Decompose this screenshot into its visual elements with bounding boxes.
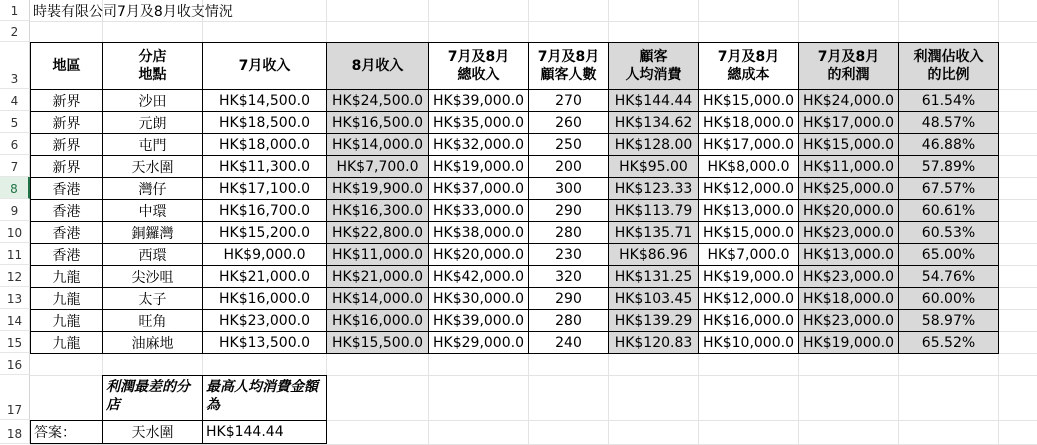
data-cell[interactable]: HK$16,500.0 [326, 111, 429, 134]
data-cell[interactable]: HK$86.96 [608, 243, 699, 266]
data-cell[interactable]: 新界 [30, 155, 103, 178]
data-cell[interactable]: 九龍 [30, 331, 103, 354]
answer-label[interactable]: 答案： [30, 420, 103, 444]
row-header[interactable]: 13 [0, 287, 30, 309]
row-header[interactable]: 12 [0, 265, 30, 287]
data-cell[interactable]: HK$16,700.0 [202, 199, 327, 222]
column-header-cell[interactable] [102, 42, 203, 90]
data-cell[interactable]: 48.57% [898, 111, 999, 134]
data-cell[interactable]: 290 [528, 199, 609, 222]
data-cell[interactable]: HK$16,300.0 [326, 199, 429, 222]
header-line: 地點 [138, 67, 167, 83]
data-cell[interactable]: HK$14,500.0 [202, 89, 327, 112]
data-cell[interactable]: HK$21,000.0 [202, 265, 327, 288]
data-cell[interactable]: HK$25,000.0 [798, 177, 899, 200]
data-cell[interactable]: HK$128.00 [608, 133, 699, 156]
data-cell[interactable]: 香港 [30, 243, 103, 266]
data-cell[interactable]: 300 [528, 177, 609, 200]
header-line: 的利潤 [827, 67, 870, 83]
header-line: 總收入 [457, 67, 500, 83]
row-header[interactable]: 4 [0, 89, 30, 111]
column-header-cell[interactable] [428, 42, 529, 90]
data-cell[interactable]: HK$29,000.0 [428, 331, 529, 354]
data-cell[interactable]: HK$11,000.0 [798, 155, 899, 178]
header-line: 顧客人數 [540, 67, 597, 83]
data-cell[interactable]: HK$12,000.0 [698, 287, 799, 310]
data-cell[interactable]: HK$21,000.0 [326, 265, 429, 288]
data-cell[interactable]: 54.76% [898, 265, 999, 288]
data-cell[interactable]: 九龍 [30, 309, 103, 332]
data-cell[interactable]: HK$13,500.0 [202, 331, 327, 354]
data-cell[interactable]: HK$23,000.0 [202, 309, 327, 332]
data-cell[interactable]: 230 [528, 243, 609, 266]
data-cell[interactable]: 九龍 [30, 287, 103, 310]
data-cell[interactable]: HK$18,000.0 [202, 133, 327, 156]
data-cell[interactable]: 46.88% [898, 133, 999, 156]
data-cell[interactable]: 太子 [102, 287, 203, 310]
data-cell[interactable]: HK$33,000.0 [428, 199, 529, 222]
data-cell[interactable]: 65.00% [898, 243, 999, 266]
data-cell[interactable]: 沙田 [102, 89, 203, 112]
data-cell[interactable]: 西環 [102, 243, 203, 266]
column-header-cell[interactable] [798, 42, 899, 90]
row-header[interactable]: 6 [0, 133, 30, 155]
data-cell[interactable]: 新界 [30, 133, 103, 156]
data-cell[interactable]: HK$15,500.0 [326, 331, 429, 354]
row-header[interactable]: 1 [0, 0, 30, 21]
row-header[interactable]: 8 [0, 177, 30, 199]
data-cell[interactable]: 240 [528, 331, 609, 354]
data-cell[interactable]: HK$113.79 [608, 199, 699, 222]
question-highest-spending[interactable]: 最高人均消費金額為 [202, 375, 327, 421]
data-cell[interactable]: 57.89% [898, 155, 999, 178]
data-cell[interactable]: HK$120.83 [608, 331, 699, 354]
data-cell[interactable]: HK$19,000.0 [798, 331, 899, 354]
data-cell[interactable]: 旺角 [102, 309, 203, 332]
row-header[interactable]: 11 [0, 243, 30, 265]
data-cell[interactable]: HK$9,000.0 [202, 243, 327, 266]
data-cell[interactable]: HK$134.62 [608, 111, 699, 134]
column-header-cell[interactable] [608, 42, 699, 90]
data-cell[interactable]: 灣仔 [102, 177, 203, 200]
header-line: 利潤佔收入 [913, 49, 984, 65]
data-cell[interactable]: HK$139.29 [608, 309, 699, 332]
header-line: 人均消費 [625, 67, 682, 83]
header-line: 總成本 [727, 67, 770, 83]
row-header[interactable]: 16 [0, 353, 30, 375]
data-cell[interactable]: HK$32,000.0 [428, 133, 529, 156]
data-cell[interactable]: 65.52% [898, 331, 999, 354]
data-cell[interactable]: 61.54% [898, 89, 999, 112]
data-cell[interactable]: HK$23,000.0 [798, 265, 899, 288]
header-line: 地區 [52, 58, 81, 74]
data-cell[interactable]: 中環 [102, 199, 203, 222]
row-header[interactable]: 5 [0, 111, 30, 133]
data-cell[interactable]: 260 [528, 111, 609, 134]
header-line: 7月及8月 [717, 49, 780, 65]
data-cell[interactable]: HK$14,000.0 [326, 133, 429, 156]
data-cell[interactable]: HK$19,000.0 [698, 265, 799, 288]
data-cell[interactable]: HK$14,000.0 [326, 287, 429, 310]
column-header-cell[interactable] [898, 42, 999, 90]
data-cell[interactable]: HK$18,500.0 [202, 111, 327, 134]
column-header-cell[interactable] [326, 42, 429, 90]
data-cell[interactable]: HK$30,000.0 [428, 287, 529, 310]
data-cell[interactable]: 60.61% [898, 199, 999, 222]
data-cell[interactable]: 60.53% [898, 221, 999, 244]
data-cell[interactable]: HK$17,000.0 [698, 133, 799, 156]
data-cell[interactable]: HK$13,000.0 [798, 243, 899, 266]
data-cell[interactable]: HK$7,000.0 [698, 243, 799, 266]
data-cell[interactable]: 67.57% [898, 177, 999, 200]
column-header-cell[interactable] [30, 42, 103, 90]
header-line: 7月及8月 [447, 49, 510, 65]
data-cell[interactable]: HK$42,000.0 [428, 265, 529, 288]
data-cell[interactable]: HK$23,000.0 [798, 221, 899, 244]
answer-worst-branch[interactable]: 天水圍 [102, 420, 203, 444]
answer-highest-spending[interactable]: HK$144.44 [202, 420, 327, 444]
column-header-cell[interactable] [528, 42, 609, 90]
data-cell[interactable]: 銅鑼灣 [102, 221, 203, 244]
data-cell[interactable]: 270 [528, 89, 609, 112]
data-cell[interactable]: HK$95.00 [608, 155, 699, 178]
question-worst-branch[interactable]: 利潤最差的分店 [102, 375, 203, 421]
data-cell[interactable]: HK$39,000.0 [428, 89, 529, 112]
row-header[interactable]: 17 [0, 375, 30, 420]
data-cell[interactable]: HK$15,200.0 [202, 221, 327, 244]
data-cell[interactable]: 280 [528, 309, 609, 332]
data-cell[interactable]: HK$16,000.0 [202, 287, 327, 310]
data-cell[interactable]: HK$17,000.0 [798, 111, 899, 134]
data-cell[interactable]: 屯門 [102, 133, 203, 156]
row-header[interactable]: 18 [0, 420, 30, 444]
data-cell[interactable]: HK$15,000.0 [698, 89, 799, 112]
data-cell[interactable]: HK$38,000.0 [428, 221, 529, 244]
data-cell[interactable]: HK$18,000.0 [698, 111, 799, 134]
row-header[interactable]: 3 [0, 42, 30, 89]
data-cell[interactable]: 油麻地 [102, 331, 203, 354]
data-cell[interactable]: 290 [528, 287, 609, 310]
data-cell[interactable]: 280 [528, 221, 609, 244]
data-cell[interactable]: 60.00% [898, 287, 999, 310]
data-cell[interactable]: HK$131.25 [608, 265, 699, 288]
column-header-cell[interactable] [202, 42, 327, 90]
header-line: 的比例 [927, 67, 970, 83]
row-header[interactable]: 14 [0, 309, 30, 331]
column-header-cell[interactable] [698, 42, 799, 90]
data-cell[interactable]: HK$11,000.0 [326, 243, 429, 266]
data-cell[interactable]: 新界 [30, 89, 103, 112]
data-cell[interactable]: HK$35,000.0 [428, 111, 529, 134]
data-cell[interactable]: HK$20,000.0 [428, 243, 529, 266]
data-cell[interactable]: 200 [528, 155, 609, 178]
data-cell[interactable]: HK$7,700.0 [326, 155, 429, 178]
row-gridline [30, 21, 1037, 22]
data-cell[interactable]: HK$39,000.0 [428, 309, 529, 332]
data-cell[interactable]: HK$144.44 [608, 89, 699, 112]
row-header[interactable]: 15 [0, 331, 30, 353]
data-cell[interactable]: 320 [528, 265, 609, 288]
data-cell[interactable]: 新界 [30, 111, 103, 134]
row-header[interactable]: 2 [0, 21, 30, 42]
data-cell[interactable]: HK$123.33 [608, 177, 699, 200]
data-cell[interactable]: HK$11,300.0 [202, 155, 327, 178]
header-line: 7月收入 [238, 58, 291, 74]
data-cell[interactable]: 元朗 [102, 111, 203, 134]
data-cell[interactable]: HK$16,000.0 [326, 309, 429, 332]
data-cell[interactable]: 250 [528, 133, 609, 156]
row-header[interactable]: 9 [0, 199, 30, 221]
sheet-title[interactable]: 時裝有限公司7月及8月收支情況 [33, 3, 233, 20]
row-header[interactable]: 10 [0, 221, 30, 243]
row-header[interactable]: 7 [0, 155, 30, 177]
data-cell[interactable]: 香港 [30, 177, 103, 200]
data-cell[interactable]: 58.97% [898, 309, 999, 332]
data-cell[interactable]: 天水圍 [102, 155, 203, 178]
header-line: 7月及8月 [537, 49, 600, 65]
data-cell[interactable]: HK$15,000.0 [698, 221, 799, 244]
data-cell[interactable]: HK$15,000.0 [798, 133, 899, 156]
header-line: 8月收入 [351, 58, 404, 74]
data-cell[interactable]: 香港 [30, 199, 103, 222]
data-cell[interactable]: 香港 [30, 221, 103, 244]
data-cell[interactable]: 尖沙咀 [102, 265, 203, 288]
data-cell[interactable]: HK$13,000.0 [698, 199, 799, 222]
data-cell[interactable]: 九龍 [30, 265, 103, 288]
data-cell[interactable]: HK$23,000.0 [798, 309, 899, 332]
data-cell[interactable]: HK$19,900.0 [326, 177, 429, 200]
data-cell[interactable]: HK$10,000.0 [698, 331, 799, 354]
data-cell[interactable]: HK$18,000.0 [798, 287, 899, 310]
data-cell[interactable]: HK$24,500.0 [326, 89, 429, 112]
data-cell[interactable]: HK$16,000.0 [698, 309, 799, 332]
data-cell[interactable]: HK$135.71 [608, 221, 699, 244]
data-cell[interactable]: HK$19,000.0 [428, 155, 529, 178]
data-cell[interactable]: HK$20,000.0 [798, 199, 899, 222]
data-cell[interactable]: HK$22,800.0 [326, 221, 429, 244]
header-line: 顧客 [639, 49, 668, 65]
data-cell[interactable]: HK$17,100.0 [202, 177, 327, 200]
data-cell[interactable]: HK$37,000.0 [428, 177, 529, 200]
data-cell[interactable]: HK$12,000.0 [698, 177, 799, 200]
data-cell[interactable]: HK$8,000.0 [698, 155, 799, 178]
header-line: 分店 [138, 49, 167, 65]
header-line: 7月及8月 [817, 49, 880, 65]
data-cell[interactable]: HK$24,000.0 [798, 89, 899, 112]
data-cell[interactable]: HK$103.45 [608, 287, 699, 310]
